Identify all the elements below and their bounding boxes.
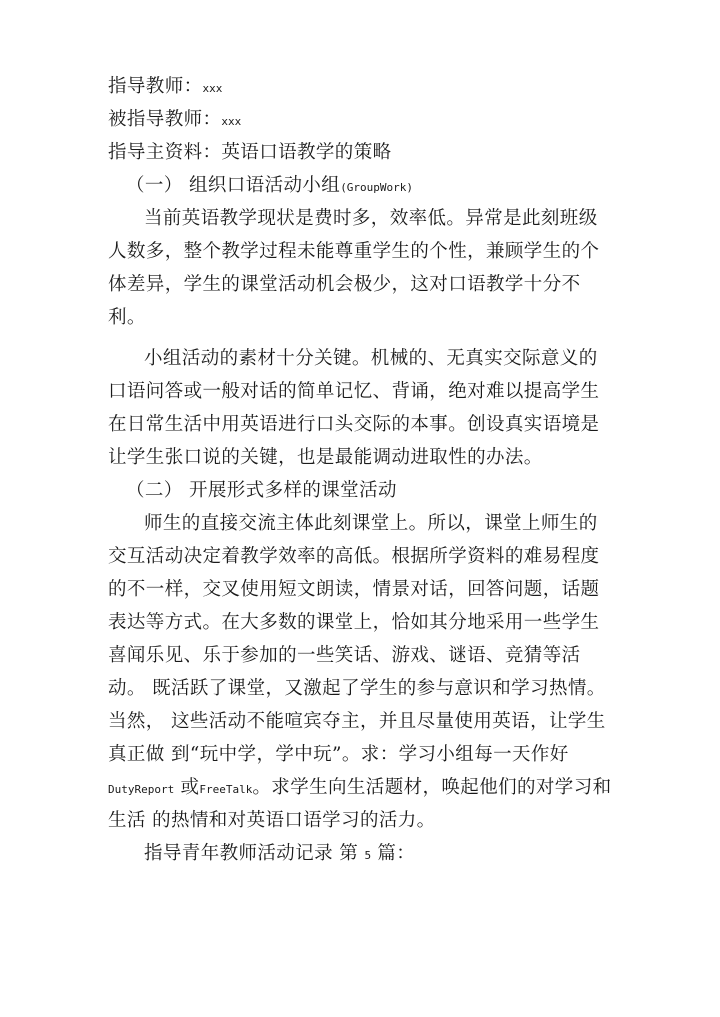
mentor-label: 指导教师：: [108, 76, 203, 97]
paragraph-line: 交互活动决定着教学效率的高低。根据所学资料的难易程度: [108, 546, 600, 567]
free-talk-term: FreeTalk: [199, 783, 253, 796]
record-number: 5: [364, 849, 372, 862]
mentee-label: 被指导教师：: [108, 109, 222, 130]
mentor-line: [108, 70, 628, 103]
paragraph-line: 的不一样，交叉使用短文朗读，情景对话，回答问题，话题: [108, 579, 600, 600]
section1-heading-text: （一） 组织口语活动小组: [126, 175, 341, 196]
mentor-value: xxx: [202, 82, 223, 95]
paragraph-line: 师生的直接交流主体此刻课堂上。所以，课堂上师生的: [144, 513, 598, 534]
document-page: [108, 70, 628, 870]
paragraph-line: 当前英语教学现状是费时多，效率低。异常是此刻班级: [144, 208, 598, 229]
paragraph-line: 体差异，学生的课堂活动机会极少，这对口语教学十分不: [108, 274, 581, 295]
paragraph-text: 。求学生向生活题材，唤起他们的对学习和: [252, 777, 612, 798]
paragraph-line: 在日常生活中用英语进行口头交际的本事。创设真实语境是: [108, 414, 600, 435]
paragraph-line-mixed: [108, 771, 628, 804]
or-text: 或: [174, 777, 200, 798]
section1-heading: [108, 169, 628, 202]
mentee-value: xxx: [221, 115, 242, 128]
paragraph-line: 当然， 这些活动不能喧宾夺主，并且尽量使用英语，让学生: [108, 711, 606, 732]
mentee-line: [108, 103, 628, 136]
paragraph-line: 口语问答或一般对话的简单记忆、背诵，绝对难以提高学生: [108, 381, 600, 402]
section2-heading: （二） 开展形式多样的课堂活动: [126, 480, 397, 501]
section1-heading-en: (GroupWork): [340, 181, 414, 194]
record-suffix: 篇：: [371, 843, 416, 864]
record-title: [108, 837, 628, 870]
topic-line: 指导主资料：英语口语教学的策略: [108, 142, 392, 163]
paragraph-line: 真正做 到“玩中学，学中玩”。求：学习小组每一天作好: [108, 744, 569, 765]
paragraph-line: 动。 既活跃了课堂，又激起了学生的参与意识和学习热情。: [108, 678, 606, 699]
paragraph-line: 表达等方式。在大多数的课堂上，恰如其分地采用一些学生: [108, 612, 600, 633]
duty-report-term: DutyReport: [108, 783, 175, 796]
paragraph-line: 让学生张口说的关键，也是最能调动进取性的办法。: [108, 447, 543, 468]
paragraph-line: 小组活动的素材十分关键。机械的、无真实交际意义的: [144, 348, 598, 369]
record-prefix: 指导青年教师活动记录 第: [144, 843, 365, 864]
paragraph-line: 喜闻乐见、乐于参加的一些笑话、游戏、谜语、竞猜等活: [108, 645, 581, 666]
paragraph-line: 生活 的热情和对英语口语学习的活力。: [108, 810, 436, 831]
paragraph-line: 利。: [108, 307, 146, 328]
paragraph-line: 人数多，整个教学过程未能尊重学生的个性，兼顾学生的个: [108, 241, 600, 262]
